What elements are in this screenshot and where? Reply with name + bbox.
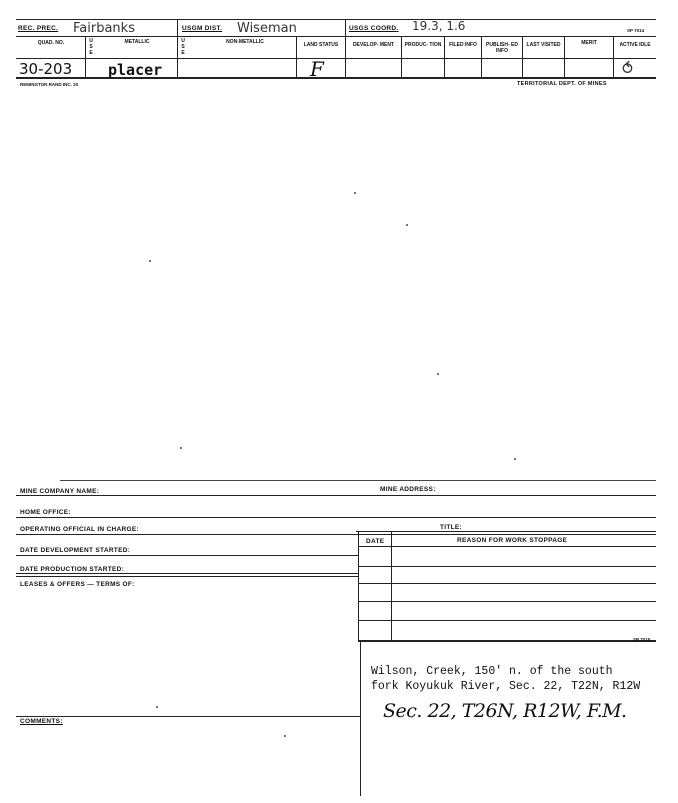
metallic-value: placer bbox=[108, 61, 163, 79]
quad-no-header: QUAD. NO. bbox=[37, 40, 65, 46]
scan-speck bbox=[437, 373, 439, 375]
production-header: PRODUC- TION bbox=[404, 42, 442, 48]
land-status-value: F bbox=[310, 57, 324, 81]
usgs-coord-value: 19.3, 1.6 bbox=[412, 19, 466, 33]
rec-prec-value: Fairbanks bbox=[73, 21, 135, 36]
divider bbox=[481, 36, 482, 78]
rec-prec-label: REC. PREC. bbox=[18, 25, 59, 32]
divider bbox=[391, 531, 392, 641]
divider bbox=[358, 531, 359, 641]
divider bbox=[345, 36, 346, 78]
location-line-1: Wilson, Creek, 150' n. of the south bbox=[371, 665, 613, 678]
divider bbox=[564, 36, 565, 78]
quad-value: 30-203 bbox=[19, 60, 73, 78]
scan-speck bbox=[180, 447, 182, 449]
divider bbox=[177, 19, 178, 36]
scan-speck bbox=[149, 260, 151, 262]
merit-header: MERIT bbox=[581, 40, 597, 46]
scan-speck bbox=[406, 224, 408, 226]
scan-speck bbox=[156, 706, 158, 708]
form-number: SP 7014 bbox=[627, 28, 645, 33]
published-info-header: PUBLISH- ED INFO bbox=[486, 42, 518, 54]
divider bbox=[444, 36, 445, 78]
form-rule bbox=[16, 716, 360, 717]
divider bbox=[296, 36, 297, 78]
title-label: TITLE: bbox=[440, 524, 463, 531]
handwritten-location: Sec. 22, T26N, R12W, F.M. bbox=[383, 700, 627, 722]
use-nonmetallic-marker: U S E bbox=[181, 38, 185, 56]
form-rule bbox=[358, 546, 656, 547]
mine-address-label: MINE ADDRESS: bbox=[380, 486, 436, 493]
form-rule bbox=[16, 555, 358, 556]
filed-info-header: FILED INFO bbox=[449, 42, 477, 48]
scan-speck bbox=[514, 458, 516, 460]
active-idle-header: ACTIVE IDLE bbox=[619, 42, 651, 48]
use-metallic-marker: U S E bbox=[89, 38, 93, 56]
form-rule bbox=[16, 573, 358, 574]
date-development-label: DATE DEVELOPMENT STARTED: bbox=[20, 547, 131, 554]
column-rule bbox=[16, 58, 656, 59]
last-visited-header: LAST VISITED bbox=[526, 42, 561, 48]
printer-imprint: REMINGTON RAND INC. 20 bbox=[20, 82, 79, 87]
usgs-coord-label: USGS COORD. bbox=[349, 25, 399, 32]
usgm-dist-value: Wiseman bbox=[237, 21, 297, 36]
top-rule bbox=[16, 19, 656, 20]
form-rule bbox=[358, 601, 656, 602]
card-edge bbox=[60, 480, 656, 481]
mine-company-name-label: MINE COMPANY NAME: bbox=[20, 488, 100, 495]
header-rule bbox=[16, 36, 656, 37]
form-rule bbox=[16, 517, 656, 518]
divider bbox=[177, 36, 178, 78]
form-rule bbox=[358, 583, 656, 584]
department-imprint: TERRITORIAL DEPT. OF MINES bbox=[517, 81, 607, 87]
home-office-label: HOME OFFICE: bbox=[20, 509, 71, 516]
usgm-dist-label: USGM DIST. bbox=[182, 25, 223, 32]
location-line-2: fork Koyukuk River, Sec. 22, T22N, R12W bbox=[371, 680, 641, 693]
divider bbox=[613, 36, 614, 78]
form-rule bbox=[356, 531, 656, 532]
form-rule bbox=[358, 566, 656, 567]
land-status-header: LAND STATUS bbox=[303, 42, 339, 48]
divider bbox=[345, 19, 346, 36]
operating-official-label: OPERATING OFFICIAL IN CHARGE: bbox=[20, 526, 139, 533]
nonmetallic-header: NON-METALLIC bbox=[226, 39, 264, 45]
form-rule bbox=[16, 495, 656, 496]
divider bbox=[85, 36, 86, 78]
scan-speck bbox=[284, 735, 286, 737]
leases-label: LEASES & OFFERS — TERMS OF: bbox=[20, 581, 135, 588]
divider bbox=[401, 36, 402, 78]
active-idle-mark: ⥀ bbox=[622, 61, 633, 78]
comments-label: COMMENTS: bbox=[20, 718, 63, 725]
development-header: DEVELOP- MENT bbox=[352, 42, 395, 48]
scan-speck bbox=[354, 192, 356, 194]
divider bbox=[360, 641, 361, 796]
date-production-label: DATE PRODUCTION STARTED: bbox=[20, 566, 125, 573]
reason-header: REASON FOR WORK STOPPAGE bbox=[457, 537, 568, 544]
metallic-header: METALLIC bbox=[124, 39, 150, 45]
form-rule bbox=[16, 534, 656, 535]
date-header: DATE bbox=[366, 538, 385, 545]
form-rule bbox=[358, 640, 656, 642]
form-rule bbox=[358, 620, 656, 621]
divider bbox=[522, 36, 523, 78]
form-number-lower: SP 7015 bbox=[633, 637, 651, 642]
form-rule bbox=[16, 576, 358, 577]
